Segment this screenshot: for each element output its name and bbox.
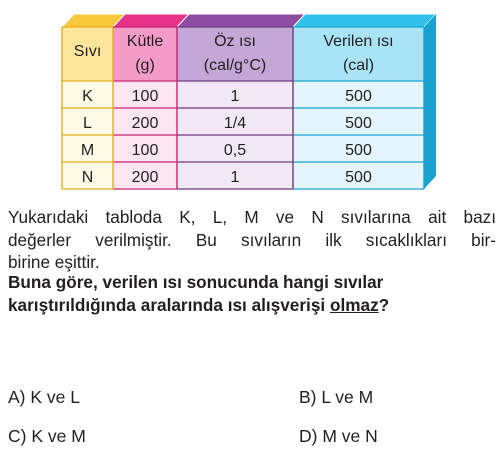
question-main: Buna göre, verilen ısı sonucunda hangi sıvılar karıştırıldığında aralarında ısı alışverişi xyxy=(8,272,384,315)
option-c[interactable]: C) K ve M xyxy=(8,426,86,446)
table-cell-r4-c1: N xyxy=(81,169,94,186)
header-label-4: Verilen ısı xyxy=(323,33,394,50)
liquid-properties-table xyxy=(0,0,502,200)
intro-line-1: Yukarıdaki tabloda K, L, M ve N sıvılarına ait bazı xyxy=(8,207,496,227)
table-cell-r4-c3: 1 xyxy=(230,169,240,186)
table-cell-r3-c1: M xyxy=(80,142,95,159)
header-unit-2: (g) xyxy=(135,57,155,74)
table-cell-r4-c2: 200 xyxy=(131,169,159,186)
table-side-face xyxy=(424,14,436,189)
header-label-1: Sıvı xyxy=(73,43,102,60)
intro-line-3: birine eşittir. xyxy=(8,252,100,272)
header-label-2: Kütle xyxy=(126,33,164,50)
table-cell-r3-c3: 0,5 xyxy=(223,142,247,159)
table-cell-r2-c2: 200 xyxy=(131,115,159,132)
option-b[interactable]: B) L ve M xyxy=(299,387,374,407)
table-top-face-3 xyxy=(177,14,305,27)
table-cell-r1-c3: 1 xyxy=(230,88,240,105)
question-mark: ? xyxy=(378,294,390,315)
table-cell-r1-c1: K xyxy=(82,88,93,105)
table-top-face-4 xyxy=(293,14,436,27)
table-cell-r4-c4: 500 xyxy=(345,169,372,186)
table-cell-r2-c3: 1/4 xyxy=(223,115,247,132)
header-label-3: Öz ısı xyxy=(214,33,256,50)
table-cell-r3-c2: 100 xyxy=(131,142,159,159)
option-a[interactable]: A) K ve L xyxy=(8,387,80,407)
table-cell-r2-c1: L xyxy=(83,115,92,132)
question-negative-word: olmaz xyxy=(329,294,379,315)
header-unit-4: (cal) xyxy=(342,57,375,74)
question-text xyxy=(8,271,496,316)
table-cell-r1-c2: 100 xyxy=(131,88,159,105)
table-top-face-2 xyxy=(113,14,189,27)
table-cell-r2-c4: 500 xyxy=(345,115,372,132)
option-d[interactable]: D) M ve N xyxy=(299,426,378,446)
table-cell-r1-c4: 500 xyxy=(345,88,372,105)
table-cell-r3-c4: 500 xyxy=(345,142,372,159)
header-unit-3: (cal/g°C) xyxy=(203,57,267,74)
intro-line-2: değerler verilmiştir. Bu sıvıların ilk sıcaklıkları bir- xyxy=(8,229,496,250)
intro-text xyxy=(8,206,496,274)
